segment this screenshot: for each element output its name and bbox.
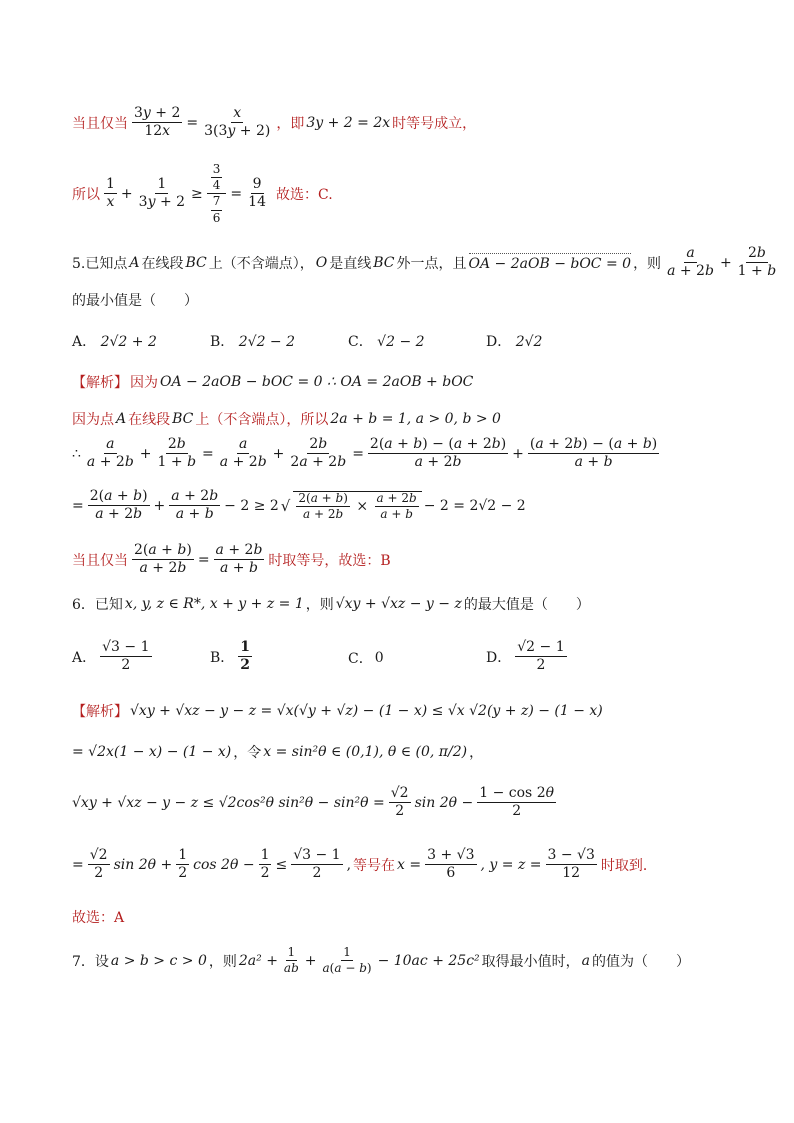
q5-stem-end: 的最小值是（ ）	[72, 293, 198, 309]
q5-eq-frac1: $\frac{2(a + b)}{a + 2b}$	[134, 542, 192, 577]
q6-option-b[interactable]	[210, 640, 254, 674]
q5-option-b-value: 2√2 − 2	[238, 334, 296, 350]
q6-substitution: x = sin²θ ∈ (0,1), θ ∈ (0, π/2)	[263, 744, 468, 760]
therefore-line: 所以 $\frac{1}{x}$ + $\frac{1}{3y + 2}$ ≥ $\frac{\frac{3}{4}}{\frac{7}{6}}$ = $\frac{9}{14}$ 故选：C.	[72, 162, 333, 225]
q6-l4-frac5: $\frac{3 + √3}{6}$	[427, 847, 475, 882]
question-5-stem: 5.已知点 A 在线段 BC 上（不含端点）， O 是直线 BC 外一点，且 OA − 2aOB − bOC = 0 ，则 $\frac{a}{a + 2b}$ + $\frac{2b}{1 + b}$	[72, 245, 777, 280]
q6-l4-frac3: $\frac{1}{2}$	[260, 847, 270, 882]
q5-eq-suffix: 时取等号，故选：B	[268, 552, 391, 569]
q6-option-d[interactable]	[486, 640, 569, 674]
question-7-stem: 7．设 a > b > c > 0 ，则 2a² + $\frac{1}{ab}$ + $\frac{1}{a(a - b)}$ − 10ac + 25c² 取得最小值时， a 的值为（ ）	[72, 945, 691, 976]
equation-3y2-2x: 3y + 2 = 2x	[306, 114, 391, 131]
q5-text-e: 上（不含端点），	[208, 255, 314, 272]
text-equality-holds: 时等号成立，	[392, 115, 477, 132]
q5-l3-frac2: $\frac{2b}{1 + b}$	[157, 436, 197, 471]
q5-option-d-value: 2√2	[515, 334, 543, 350]
q5-analysis-tag: 【解析】	[72, 375, 128, 391]
q6-option-b-label: B．	[210, 649, 235, 666]
q5-option-b[interactable]	[210, 331, 295, 351]
fraction-x-over-3-3y2: $\frac{x}{3(3y + 2)}$	[204, 105, 271, 140]
q5-text-a: 5.已知点	[72, 255, 128, 272]
q5-a2-point-a: A	[116, 411, 127, 427]
q5-eq-frac2: $\frac{a + 2b}{a + b}$	[215, 542, 263, 577]
text-ji: ，即	[276, 115, 305, 132]
q5-option-c-label: C．	[348, 334, 373, 350]
q6-equal-text: 等号在	[353, 857, 396, 874]
q5-option-c[interactable]	[348, 331, 425, 351]
q6-taken-text: 时取到．	[600, 857, 657, 874]
q5-option-a[interactable]	[72, 331, 157, 351]
q5-equality-line: 当且仅当 $\frac{2(a + b)}{a + 2b}$ = $\frac{a + 2b}{a + b}$ 时取等号，故选：B	[72, 542, 391, 577]
q5-option-b-label: B．	[210, 334, 235, 350]
equality-condition-line: 当且仅当 $\frac{3y + 2}{12x}$ = $\frac{x}{3(3y + 2)}$ ，即 3y + 2 = 2x 时等号成立，	[72, 105, 477, 140]
q5-a2-constraint: 2a + b = 1, a > 0, b > 0	[330, 411, 501, 427]
q6-l4-frac2: $\frac{1}{2}$	[178, 847, 188, 882]
q7-frac2: $\frac{1}{a(a - b)}$	[322, 945, 372, 976]
q5-analysis-vector-eq: OA − 2aOB − bOC = 0 ∴ OA = 2aOB + bOC	[160, 374, 474, 390]
q7-text-a: 7．设	[72, 953, 109, 970]
q6-l4-frac4: $\frac{√3 - 1}{2}$	[293, 847, 341, 882]
q6-analysis-line3: √xy + √xz − y − z ≤ √2cos²θ sin²θ − sin²θ = $\frac{√2}{2}$ sin 2θ − $\frac{1 - \cos 2\theta}{2}$	[72, 785, 555, 820]
q5-line-bc: BC	[373, 254, 395, 271]
q5-l4-frac1: $\frac{2(a + b)}{a + 2b}$	[89, 488, 148, 523]
q7-frac1: $\frac{1}{ab}$	[283, 945, 299, 976]
q5-analysis-line2	[72, 409, 501, 429]
q6-option-d-label: D．	[486, 649, 512, 666]
q5-option-d[interactable]	[486, 331, 542, 351]
q6-option-c[interactable]	[348, 648, 384, 668]
q5-a2-bc: BC	[172, 411, 194, 427]
q5-text-c: 在线段	[141, 255, 184, 272]
q6-let: ，令	[233, 745, 262, 761]
q5-eq-prefix: 当且仅当	[72, 552, 128, 569]
fraction-1-over-3y2: $\frac{1}{3y + 2}$	[138, 175, 186, 211]
q6-option-b-value: $\frac{1}{2}$	[240, 639, 251, 674]
q5-point-o: O	[315, 254, 328, 271]
q5-option-c-value: √2 − 2	[377, 334, 425, 350]
q5-l3-frac3: $\frac{a}{a + 2b}$	[219, 436, 267, 471]
q5-text-j: ，则	[633, 255, 662, 272]
q6-l4-frac1: $\frac{√2}{2}$	[89, 847, 108, 882]
q5-fraction-a-over-a2b: $\frac{a}{a + 2b}$	[667, 245, 714, 280]
q7-expression-tail: − 10ac + 25c²	[377, 952, 480, 969]
q5-option-a-value: 2√2 + 2	[100, 334, 157, 350]
q6-text-a: 6．已知	[72, 597, 123, 613]
q7-text-c: ，则	[208, 953, 237, 970]
q6-option-a-value: $\frac{√3 - 1}{2}$	[102, 639, 150, 674]
q6-l3-frac2: $\frac{1 - \cos 2\theta}{2}$	[479, 785, 555, 820]
answer-c: 故选：C.	[275, 186, 333, 203]
q5-text-i: 外一点，且	[396, 255, 467, 272]
q5-point-a: A	[129, 254, 140, 271]
q6-answer: 故选：A	[72, 910, 125, 926]
q5-l4-frac2: $\frac{a + 2b}{a + b}$	[171, 488, 219, 523]
q6-option-a-label: A．	[72, 649, 97, 666]
q5-analysis-line1	[72, 372, 473, 392]
q5-a2-a: 因为点	[72, 412, 114, 428]
q5-l3-frac6: $\frac{(a + 2b) - (a + b)}{a + b}$	[529, 436, 658, 471]
q5-option-d-label: D．	[486, 334, 512, 350]
q7-text-g: 的值为（ ）	[592, 953, 691, 970]
q6-option-c-label: C．	[348, 651, 373, 667]
fraction-1-over-x: $\frac{1}{x}$	[106, 175, 115, 211]
q5-l3-frac4: $\frac{2b}{2a + 2b}$	[290, 436, 347, 471]
question-6-stem	[72, 594, 590, 614]
q5-a2-e: 上（不含端点），所以	[195, 412, 329, 428]
q6-expression: √xy + √xz − y − z	[335, 596, 462, 612]
q6-text-e: 的最大值是（ ）	[463, 597, 590, 613]
q5-fraction-2b-over-1b: $\frac{2b}{1 + b}$	[737, 245, 777, 280]
q6-condition: x, y, z ∈ R*, x + y + z = 1	[124, 596, 304, 612]
text-when-and-only-when: 当且仅当	[72, 115, 128, 132]
q5-analysis-line3: ∴ $\frac{a}{a + 2b}$ + $\frac{2b}{1 + b}$ = $\frac{a}{a + 2b}$ + $\frac{2b}{2a + 2b}$ = $\frac{2(a + b) - (a + 2b)}{a + 2b}$ + $\frac{(a + 2b) - (a + b)}{a + b}$	[72, 436, 658, 471]
q6-option-c-value: 0	[374, 650, 384, 666]
q5-vector-equation: OA − 2aOB − bOC = 0	[469, 253, 632, 272]
q6-analysis-tag: 【解析】	[72, 704, 128, 720]
q5-text-g: 是直线	[329, 255, 372, 272]
q6-analysis-line2: = √2x(1 − x) − (1 − x) ，令 x = sin²θ ∈ (0,1), θ ∈ (0, π/2) ，	[72, 744, 484, 761]
q5-segment-bc: BC	[185, 254, 207, 271]
q6-analysis-line4: = $\frac{√2}{2}$ sin 2θ + $\frac{1}{2}$ cos 2θ − $\frac{1}{2}$ ≤ $\frac{√3 - 1}{2}$ , 等号在 x = $\frac{3 + √3}{6}$ , y = z = $\frac{3 - √3}{12}$ 时取到．	[72, 847, 657, 882]
q5-analysis-because: 因为	[130, 375, 158, 391]
q6-option-d-value: $\frac{√2 - 1}{2}$	[517, 639, 565, 674]
q6-l3-frac1: $\frac{√2}{2}$	[390, 785, 409, 820]
q5-l4-sqrt: $\frac{2(a + b)}{a + 2b}$ × $\frac{a + 2b}{a + b}$	[293, 491, 421, 521]
q5-l4-tail: − 2 = 2√2 − 2	[423, 497, 526, 514]
q6-text-c: ，则	[305, 597, 334, 613]
q5-a2-c: 在线段	[128, 412, 171, 428]
fraction-9-over-14: $\frac{9}{14}$	[248, 175, 266, 211]
q7-text-e: 取得最小值时，	[481, 953, 580, 970]
q6-l4-frac6: $\frac{3 - √3}{12}$	[547, 847, 595, 882]
fraction-3y2-over-12x: $\frac{3y + 2}{12x}$	[134, 105, 181, 140]
compound-fraction-3-4-over-7-6: $\frac{\frac{3}{4}}{\frac{7}{6}}$	[207, 163, 227, 225]
text-suoyi: 所以	[72, 186, 100, 203]
q7-condition: a > b > c > 0	[110, 952, 207, 969]
q5-analysis-line4: = $\frac{2(a + b)}{a + 2b}$ + $\frac{a + 2b}{a + b}$ − 2 ≥ 2 √ $\frac{2(a + b)}{a + 2b}$ × $\frac{a + 2b}{a + b}$ − 2 = 2√2 − 2	[72, 488, 526, 523]
q5-option-a-label: A．	[72, 334, 97, 350]
q5-l3-frac5: $\frac{2(a + b) - (a + 2b)}{a + 2b}$	[369, 436, 507, 471]
q7-variable-a: a	[581, 952, 591, 969]
q6-analysis-line1: 【解析】 √xy + √xz − y − z = √x(√y + √z) − (1 − x) ≤ √x √2(y + z) − (1 − x)	[72, 703, 603, 720]
q6-option-a[interactable]	[72, 640, 154, 674]
q5-l3-frac1: $\frac{a}{a + 2b}$	[86, 436, 134, 471]
